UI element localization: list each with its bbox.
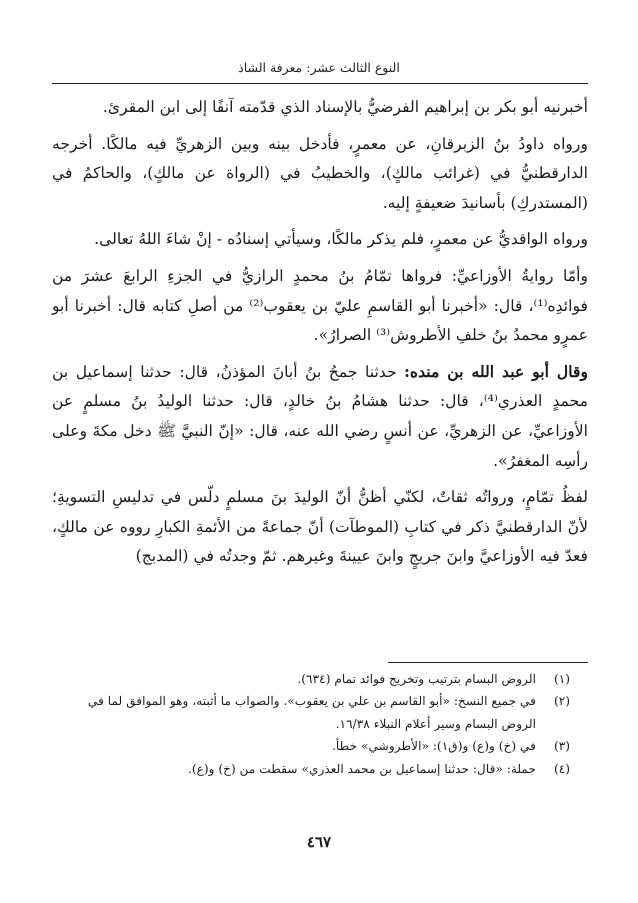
footnote-text: الروض البسام بترتيب وتخريج فوائد تمام (٦٣٤).	[297, 672, 536, 686]
page-number: ٤٦٧	[306, 833, 332, 851]
footnote-number: (٤)	[553, 761, 571, 776]
footnote-text: في جميع النسخ: «أبو القاسم بن علي بن يعقوب». والصواب ما أثبته، وهو الموافق لما في الروض البسام وسير أعلام النبلاء ١٦/٣٨.	[87, 694, 536, 731]
paragraph-5	[52, 357, 588, 476]
running-title: النوع الثالث عشر: معرفة الشاذ	[238, 60, 400, 75]
paragraph-text: حدثنا جمحُ بنُ أبانَ المؤذنُ، قال: حدثنا إسماعيل بن محمدٍ العذري⁽⁴⁾، قال: حدثنا هشامُ بنُ خالدٍ، قال: حدثنا الوليدُ بنُ مسلمٍ عن الأوزاعيِّ، عن الزهريِّ، عن أنسٍ رضي الله عنه، قال: «إنّ النبيَّ ﷺ دخل مكةَ وعلى رأسِه المغفرُ».	[52, 362, 588, 470]
footnotes	[52, 668, 588, 780]
paragraph-text: ورواه داودُ بنُ الزبرقانِ، عن معمرٍ، فأدخل بينه وبين الزهريِّ فيه مالكًا. أخرجه الدارقطنيُّ في (غرائب مالكٍ)، والخطيبُ في (الرواة عن مالكٍ)، والحاكمُ في (المستدركِ) بأسانيدَ ضعيفةٍ إليه.	[52, 134, 588, 212]
footnote-text: في (خ) و(ع) و(ق١): «الأطروشي» خطأ.	[332, 739, 536, 754]
footnote-number: (٢)	[553, 694, 571, 709]
paragraph-3	[52, 224, 588, 255]
header-rule	[52, 83, 588, 84]
paragraph-text: وأمّا روايةُ الأوزاعيِّ: فرواها تمّامُ بنُ محمدٍ الرازيُّ في الجزءِ الرابعَ عشرَ من فوائدِه⁽¹⁾، قال: «أخبرنا أبو القاسمِ عليّ بن يعقوب⁽²⁾ من أصلِ كتابه قال: أخبرنا أبو عمرٍو محمدُ بنُ خلفِ الأطروش⁽³⁾ الصرارُ».	[52, 266, 588, 345]
paragraph-text: لفظُ تمّامٍ، ورواتُه ثقاتٌ، لكنّي أظنُّ أنّ الوليدَ بنَ مسلمٍ دلّس في تدليسِ التسويةِ؛ لأنّ الدارقطنيَّ ذكر في كتابِ (الموطآت) أنّ جماعةً من الأئمةِ الكبارِ رووه عن مالكٍ، فعدّ فيه الأوزاعيَّ وابنَ جريجٍ وابنَ عيينةَ وغيرهم. ثمّ وجدتُه في (المدبج)	[52, 488, 588, 566]
footnote-number: (١)	[553, 672, 571, 686]
paragraph-6	[52, 482, 588, 572]
footnote-1	[52, 668, 588, 690]
footnote-3	[52, 735, 588, 757]
paragraph-text: أخبرنيه أبو بكر بن إبراهيم الفرضيُّ بالإسناد الذي قدّمته آنفًا إلى ابن المقرئ.	[102, 98, 588, 116]
footnote-text: جملة: «قال: حدثنا إسماعيل بن محمد العذري» سقطت من (خ) و(ع).	[187, 761, 536, 776]
paragraph-lead: وقال أبو عبد الله بن منده:	[404, 361, 588, 381]
paragraph-2	[52, 129, 588, 219]
footnote-number: (٣)	[553, 739, 571, 754]
footnote-rule	[388, 662, 588, 663]
paragraph-4	[52, 261, 588, 351]
footnote-4	[52, 758, 588, 780]
main-text	[52, 92, 588, 572]
footnote-2	[52, 690, 588, 735]
paragraph-1	[52, 92, 588, 123]
paragraph-text: ورواه الواقديُّ عن معمرٍ، فلم يذكر مالكًا، وسيأتي إسنادُه - إنْ شاءَ اللهُ تعالى.	[94, 230, 588, 249]
